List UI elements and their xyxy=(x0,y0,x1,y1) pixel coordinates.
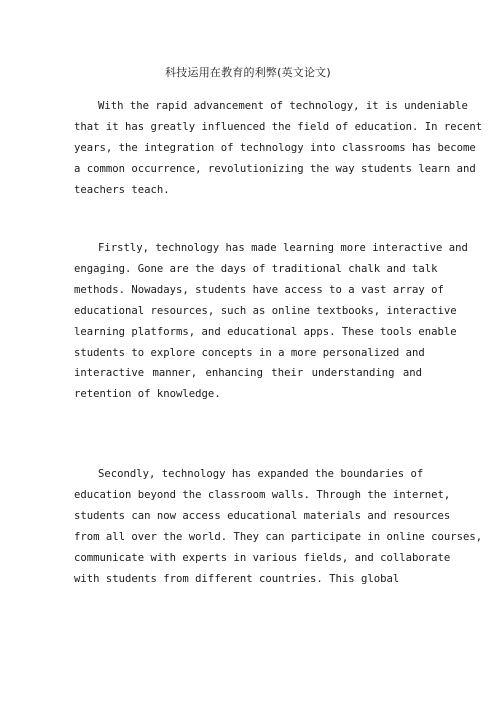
paragraph-line: students can now access educational materials and resources xyxy=(74,509,451,522)
paragraph-line: that it has greatly influenced the field of education. In recent xyxy=(74,120,483,133)
paragraph-2 xyxy=(74,238,468,405)
paragraph-line: Secondly, technology has expanded the boundaries of xyxy=(98,468,424,480)
paragraph-line: learning platforms, and educational apps. These tools enable xyxy=(74,325,457,338)
document-title: 科技运用在教育的利弊(英文论文) xyxy=(165,66,331,79)
paragraph-line: education beyond the classroom walls. Through the internet, xyxy=(74,488,451,501)
paragraph-line: years, the integration of technology into classrooms has become xyxy=(74,141,476,154)
paragraph-line: a common occurrence, revolutionizing the way students learn and xyxy=(74,162,476,175)
paragraph-line: engaging. Gone are the days of traditional chalk and talk xyxy=(74,262,438,275)
paragraph-line: methods. Nowadays, students have access to a vast array of xyxy=(74,283,444,296)
paragraph-line: interactive manner, enhancing their understanding and xyxy=(74,367,422,380)
paragraph-line: Firstly, technology has made learning more interactive and xyxy=(98,242,468,254)
paragraph-line: retention of knowledge. xyxy=(74,388,221,401)
paragraph-line: educational resources, such as online textbooks, interactive xyxy=(74,304,457,317)
paragraph-line: students to explore concepts in a more personalized and xyxy=(74,346,425,359)
paragraph-line: teachers teach. xyxy=(74,183,170,196)
paragraph-3 xyxy=(74,464,483,589)
paragraph-line: from all over the world. They can participate in online courses, xyxy=(74,530,483,543)
paragraph-line: with students from different countries. This global xyxy=(74,572,400,585)
paragraph-line: communicate with experts in various fields, and collaborate xyxy=(74,551,451,564)
paragraph-line: With the rapid advancement of technology, it is undeniable xyxy=(98,100,468,112)
paragraph-1 xyxy=(74,96,483,201)
